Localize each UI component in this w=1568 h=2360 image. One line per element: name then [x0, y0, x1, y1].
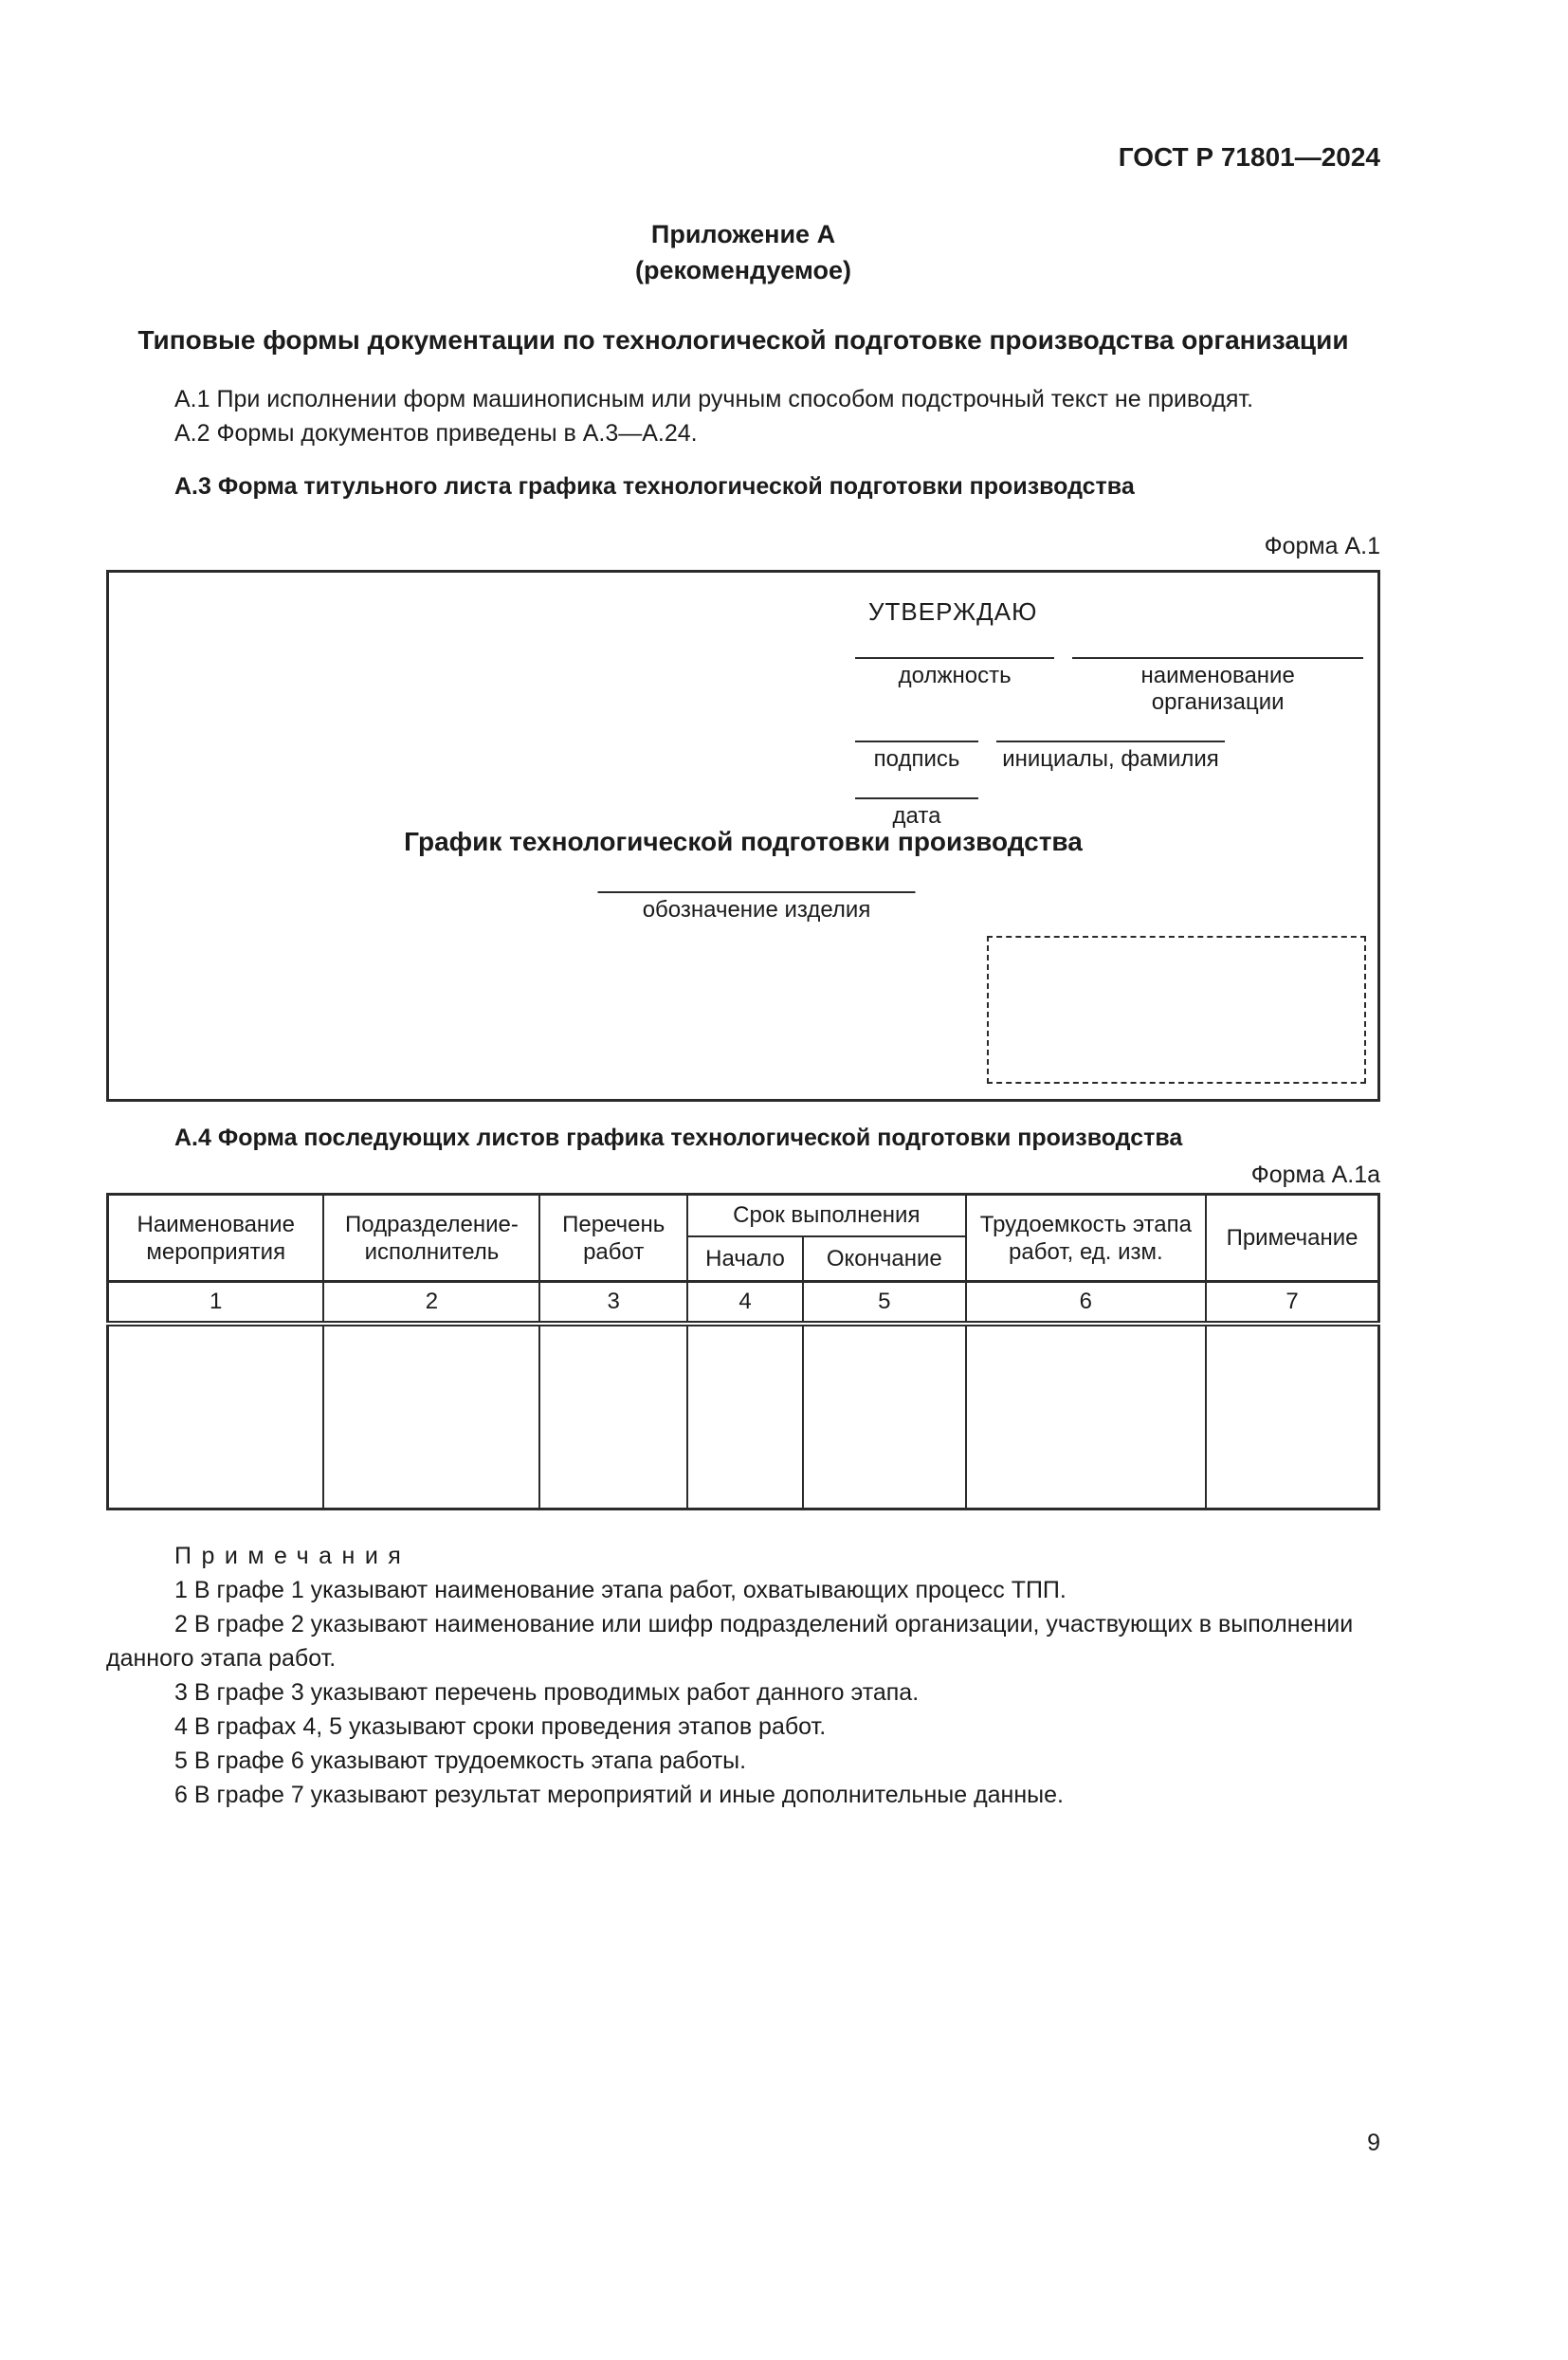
appendix-subtitle: (рекомендуемое) — [635, 256, 851, 284]
form-a1-title: График технологической подготовки производства — [404, 827, 1083, 856]
note-item-2: 2 В графе 2 указывают наименование или шифр подразделений организации, участвующих в выполнении данного этапа работ. — [106, 1611, 1354, 1672]
col-number: 4 — [687, 1282, 803, 1324]
appendix-heading: Типовые формы документации по технологической подготовке производства организации — [137, 325, 1349, 355]
table-header-row — [108, 1195, 1379, 1236]
col-number: 7 — [1206, 1282, 1378, 1324]
col-header-labor: Трудоемкость этапа работ, ед. изм. — [966, 1195, 1206, 1282]
note-item-1: 1 В графе 1 указывают наименование этапа работ, охватывающих процесс ТПП. — [174, 1577, 1067, 1603]
position-org-row — [855, 657, 1363, 716]
empty-cell — [687, 1324, 803, 1509]
column-number-row — [108, 1282, 1379, 1324]
page-number: 9 — [1367, 2130, 1380, 2156]
col-number: 2 — [323, 1282, 539, 1324]
col-header-term-group: Срок выполнения — [687, 1195, 966, 1236]
form-a1a-table — [106, 1193, 1380, 1510]
paragraph-a1: А.1 При исполнении форм машинописным или ручным способом подстрочный текст не приводят. — [174, 386, 1254, 412]
appendix-title: Приложение А — [650, 220, 836, 248]
initials-blank-line: инициалы, фамилия — [996, 741, 1225, 773]
empty-body-row — [108, 1324, 1379, 1509]
col-header-activity: Наименование мероприятия — [108, 1195, 324, 1282]
document-page — [0, 142, 1568, 1812]
note-item-5: 5 В графе 6 указывают трудоемкость этапа работы. — [174, 1747, 747, 1774]
col-header-works: Перечень работ — [539, 1195, 687, 1282]
empty-cell — [966, 1324, 1206, 1509]
doc-number: ГОСТ Р 71801—2024 — [1118, 142, 1380, 172]
form-a1-label: Форма А.1 — [1264, 533, 1380, 559]
note-item-3: 3 В графе 3 указывают перечень проводимых работ данного этапа. — [174, 1679, 920, 1706]
approval-block — [855, 597, 1363, 854]
paragraph-a2: А.2 Формы документов приведены в А.3—А.24. — [174, 420, 698, 447]
empty-cell — [108, 1324, 324, 1509]
col-header-note: Примечание — [1206, 1195, 1378, 1282]
form-a1a-label: Форма А.1а — [1250, 1162, 1380, 1188]
col-header-term-end: Окончание — [803, 1236, 966, 1282]
form-a1-title-sheet — [106, 570, 1380, 1102]
date-blank-line: дата — [855, 797, 978, 830]
organization-blank-line: наименование организации — [1072, 657, 1363, 716]
col-header-term-start: Начало — [687, 1236, 803, 1282]
empty-cell — [1206, 1324, 1378, 1509]
col-number: 5 — [803, 1282, 966, 1324]
empty-cell — [323, 1324, 539, 1509]
product-designation-blank-line: обозначение изделия — [598, 891, 916, 924]
heading-a3: А.3 Форма титульного листа графика технологической подготовки производства — [174, 473, 1135, 500]
empty-cell — [803, 1324, 966, 1509]
col-number: 3 — [539, 1282, 687, 1324]
position-blank-line: должность — [855, 657, 1054, 716]
note-item-4: 4 В графах 4, 5 указывают сроки проведения этапов работ. — [174, 1713, 827, 1740]
approve-word: УТВЕРЖДАЮ — [868, 597, 1038, 626]
col-header-department: Подразделение-исполнитель — [323, 1195, 539, 1282]
empty-cell — [539, 1324, 687, 1509]
col-number: 1 — [108, 1282, 324, 1324]
note-item-6: 6 В графе 7 указывают результат мероприятий и иные дополнительные данные. — [174, 1782, 1064, 1808]
col-number: 6 — [966, 1282, 1206, 1324]
notes-block — [106, 1539, 1380, 1812]
heading-a4: А.4 Форма последующих листов графика технологической подготовки производства — [174, 1125, 1183, 1151]
signature-row — [855, 741, 1363, 773]
signature-blank-line: подпись — [855, 741, 978, 773]
notes-title: Примечания — [174, 1543, 411, 1569]
stamp-dashed-box — [987, 936, 1366, 1084]
date-row — [855, 797, 1363, 830]
